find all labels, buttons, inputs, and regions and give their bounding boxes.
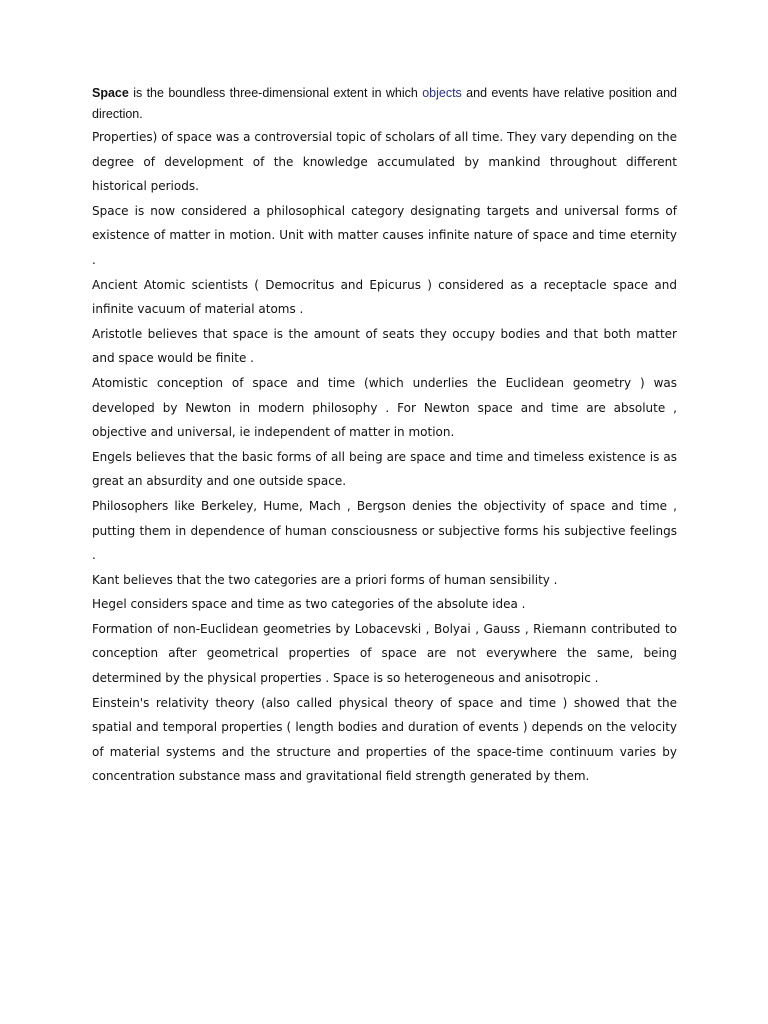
- paragraph-aristotle: Aristotle believes that space is the amount of seats they occupy bodies and that both matter and space would be finite .: [92, 326, 677, 366]
- intro-text-after-link: and events have relative position and direction.: [92, 86, 677, 121]
- paragraph-ancient-atomists: Ancient Atomic scientists ( Democritus and Epicurus ) considered as a receptacle space and infinite vacuum of material atoms .: [92, 277, 677, 317]
- paragraph-engels: Engels believes that the basic forms of all being are space and time and timeless existence is as great an absurdity and one outside space.: [92, 449, 677, 489]
- paragraph-philosophical-category: Space is now considered a philosophical category designating targets and universal forms of existence of matter in motion. Unit with matter causes infinite nature of space and time eternity .: [92, 203, 677, 267]
- paragraph-non-euclidean: Formation of non-Euclidean geometries by Lobacevski , Bolyai , Gauss , Riemann contributed to conception after geometrical properties of space are not everywhere the same, being determined by the physical properties . Space is so heterogeneous and anisotropic .: [92, 621, 677, 686]
- intro-text-before-link: is the boundless three-dimensional extent in which: [128, 86, 423, 100]
- paragraph-subjective-philosophers: Philosophers like Berkeley, Hume, Mach , Bergson denies the objectivity of space and time , putting them in dependence of human consciousness or subjective forms his subjective feelings .: [92, 498, 677, 563]
- intro-paragraph: [92, 83, 677, 125]
- paragraph-newton: Atomistic conception of space and time (which underlies the Euclidean geometry ) was developed by Newton in modern philosophy . For Newton space and time are absolute , objective and universal, ie independent of matter in motion.: [92, 375, 677, 440]
- paragraph-einstein: Einstein's relativity theory (also called physical theory of space and time ) showed that the spatial and temporal properties ( length bodies and duration of events ) depends on the velocity of material systems and the structure and properties of the space-time continuum varies by concentration substance mass and gravitational field strength generated by them.: [92, 695, 677, 784]
- paragraph-kant: Kant believes that the two categories are a priori forms of human sensibility .: [92, 572, 558, 587]
- document-body: [92, 83, 677, 789]
- paragraph-hegel: Hegel considers space and time as two categories of the absolute idea .: [92, 597, 526, 612]
- paragraph-properties: Properties) of space was a controversial topic of scholars of all time. They vary depending on the degree of development of the knowledge accumulated by mankind throughout different historical periods.: [92, 130, 677, 194]
- objects-link[interactable]: objects: [422, 86, 462, 100]
- intro-lead-word: Space: [92, 86, 129, 100]
